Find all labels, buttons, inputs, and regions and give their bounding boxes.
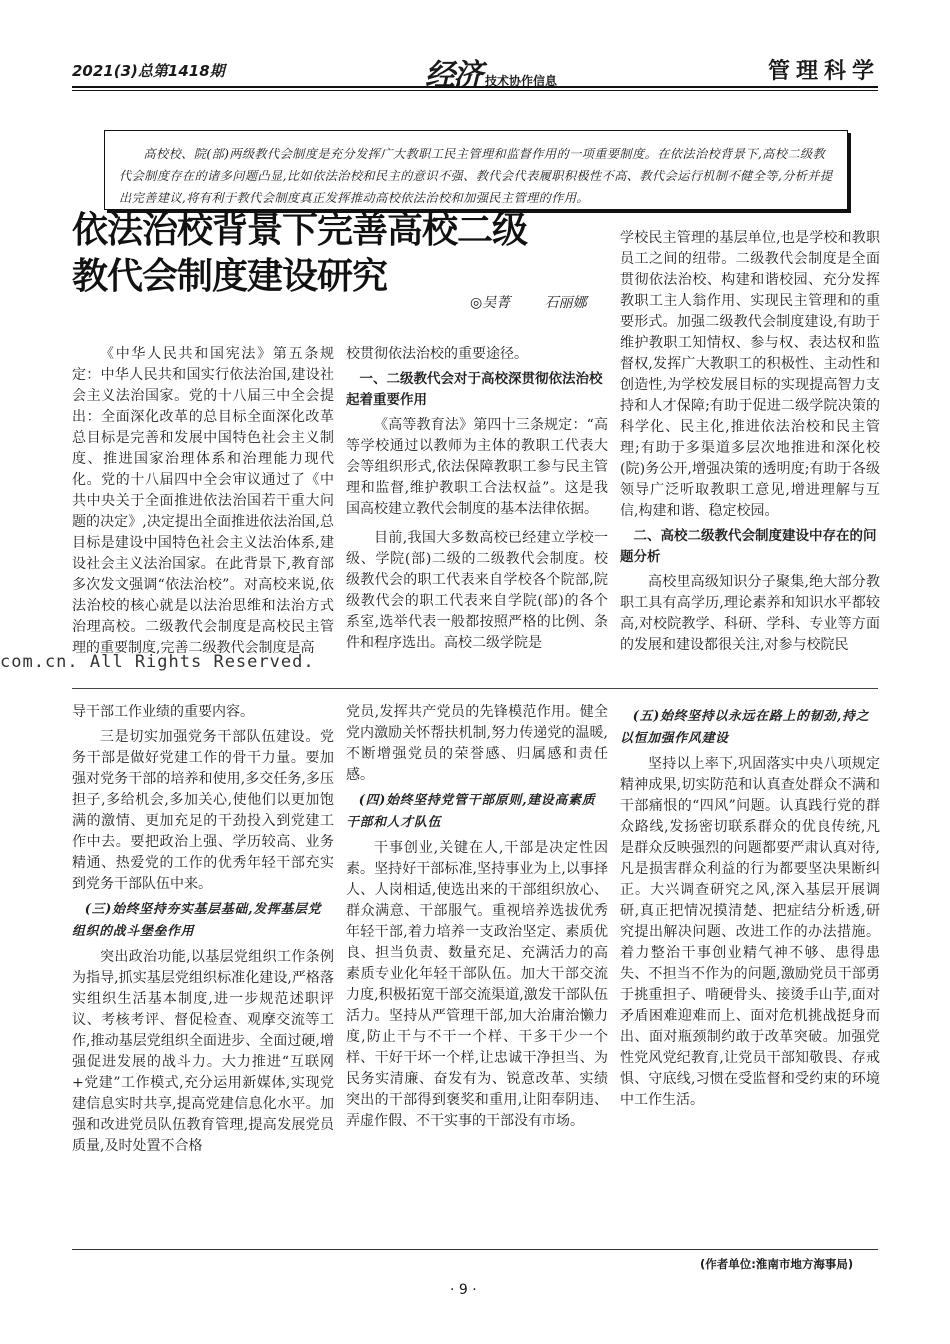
- paragraph: 导干部工作业绩的重要内容。: [72, 704, 254, 720]
- subsection-heading: (四)始终坚持党管干部原则,建设高素质干部和人才队伍: [346, 793, 596, 830]
- author-affiliation: (作者单位:淮南市地方海事局): [700, 1257, 854, 1271]
- title-line-1: 依法治校背景下完善高校二级: [72, 210, 528, 251]
- column-5: [346, 702, 608, 1132]
- copyright-watermark: com.cn. All Rights Reserved.: [0, 652, 315, 672]
- column-6: [620, 702, 880, 1111]
- paragraph: 学校民主管理的基层单位,也是学校和教职员工之间的纽带。二级教代会制度是全面贯彻依法治校、构建和谐校园、充分发挥教职工主人翁作用、实现民主管理和的重要形式。加强二级教代会制度建设,有助于维护教职工知情权、参与权、表达权和监督权,发挥广大教职工的积极性、主动性和创造性,为学校发展目标的实现提高智力支持和人才保障;有助于促进二级学院决策的科学化、民主化,推进依法治校和民主管理;有助于多渠道多层次地推进和深化校(院)务公开,增强决策的透明度;有助于各级领导广泛听取教职工意见,增进理解与互信,构建和谐、稳定校园。: [620, 230, 880, 519]
- paragraph: 三是切实加强党务干部队伍建设。党务干部是做好党建工作的骨干力量。要加强对党务干部的培养和使用,多交任务,多压担子,多给机会,多加关心,使他们以更加饱满的激情、更加充足的干劲投入到党建工作中去。要把政治上强、学历较高、业务精通、热爱党的工作的优秀年轻干部充实到党务干部队伍中来。: [72, 729, 334, 892]
- paragraph: 坚持以上率下,巩固落实中央八项规定精神成果,切实防范和认真查处群众不满和干部痛恨的“四风”问题。认真践行党的群众路线,发扬密切联系群众的优良传统,凡是群众反映强烈的问题都要严肃认真对待,凡是损害群众利益的行为都要坚决果断纠正。大兴调查研究之风,深入基层开展调研,真正把情况摸清楚、把症结分析透,研究提出解决问题、改进工作的办法措施。着力整治干事创业精气神不够、患得患失、不担当不作为的问题,激励党员干部勇于挑重担子、啃硬骨头、接烫手山芋,面对矛盾困难迎难而上、面对危机挑战挺身而出、面对瓶颈制约敢于改革突破。加强党性党风党纪教育,让党员干部知敬畏、存戒惧、守底线,习惯在受监督和受约束的环境中工作生活。: [620, 756, 880, 1108]
- issue-label: 2021(3)总第1418期: [72, 62, 225, 80]
- logo-main: 经济: [425, 58, 481, 93]
- column-4: [72, 702, 334, 1157]
- paragraph: 《中华人民共和国宪法》第五条规定：中华人民共和国实行依法治国,建设社会主义法治国家。党的十八届三中全会提出：全面深化改革的总目标全面深化改革总目标是完善和发展中国特色社会主义制度、推进国家治理体系和治理能力现代化。党的十八届四中全会审议通过了《中共中央关于全面推进依法治国若干重大问题的决定》,决定提出全面推进依法治国,总目标是建设中国特色社会主义法治体系,建设社会主义法治国家。在此背景下,教育部多次发文强调“依法治校”。对高校来说,依法治校的核心就是以法治思维和法治方式治理高校。二级教代会制度是高校民主管理的重要制度,完善二级教代会制度是高: [72, 346, 334, 656]
- column-1: [72, 344, 334, 659]
- column-3: [620, 228, 880, 656]
- header-rule: [72, 86, 878, 88]
- abstract-box: 高校校、院(部)两级教代会制度是充分发挥广大教职工民主管理和监督作用的一项重要制度。在依法治校背景下,高校二级教代会制度存在的诸多问题凸显,比如依法治校和民主的意识不强、教代会代表履职积极性不高、教代会运行机制不健全等,分析并提出完善建议,将有利于教代会制度真正发挥推动高校依法治校和加强民主管理的作用。: [104, 130, 848, 210]
- paragraph: 校贯彻依法治校的重要途径。: [346, 346, 528, 362]
- section-label: 管理科学: [768, 58, 881, 84]
- subsection-heading: (五)始终坚持以永远在路上的韧劲,持之以恒加强作风建设: [620, 709, 870, 746]
- section-heading: 一、二级教代会对于高校深贯彻依法治校起着重要作用: [346, 371, 603, 408]
- paragraph: 突出政治功能,以基层党组织工作条例为指导,抓实基层党组织标准化建设,严格落实组织生活基本制度,进一步规范述职评议、考核考评、督促检查、观摩交流等工作,推动基层党组织全面进步、全面过硬,增强促进发展的战斗力。大力推进“互联网+党建”工作模式,充分运用新媒体,实现党建信息实时共享,提高党建信息化水平。加强和改进党员队伍教育管理,提高发展党员质量,及时处置不合格: [72, 949, 334, 1154]
- paragraph: 高校里高级知识分子聚集,绝大部分教职工具有高学历,理论素养和知识水平都较高,对校院教学、科研、学科、专业等方面的发展和建设都很关注,对参与校院民: [620, 574, 880, 653]
- page-number: · 9 ·: [450, 1282, 477, 1298]
- section-divider: [72, 688, 878, 689]
- article-title: [72, 208, 612, 300]
- author-1: ◎吴菁: [470, 295, 511, 311]
- title-line-2: 教代会制度建设研究: [72, 256, 388, 297]
- paragraph: 干事创业,关键在人,干部是决定性因素。坚持好干部标准,坚持事业为上,以事择人、人岗相适,使选出来的干部组织放心、群众满意、干部服气。重视培养选拔优秀年轻干部,着力培养一支政治坚定、素质优良、担当负责、数量充足、充满活力的高素质专业化年轻干部队伍。加大干部交流力度,积极拓宽干部交流渠道,激发干部队伍活力。坚持从严管理干部,加大治庸治懒力度,防止干与不干一个样、干多干少一个样、干好干坏一个样,让忠诚干净担当、为民务实清廉、奋发有为、锐意改革、实绩突出的干部得到褒奖和重用,让阳奉阴违、弄虚作假、不干实事的干部没有市场。: [346, 840, 608, 1129]
- column-2: [346, 344, 608, 654]
- author-2: 石丽娜: [544, 295, 587, 311]
- header-rule-thin: [72, 90, 878, 91]
- authors: [470, 292, 617, 312]
- paragraph: 党员,发挥共产党员的先锋模范作用。健全党内激励关怀帮扶机制,努力传递党的温暖,不断增强党员的荣誉感、归属感和责任感。: [346, 704, 608, 783]
- logo-sub: 技术协作信息: [485, 74, 558, 88]
- section-heading: 二、高校二级教代会制度建设中存在的问题分析: [620, 528, 877, 565]
- subsection-heading: (三)始终坚持夯实基层基础,发挥基层党组织的战斗堡垒作用: [72, 902, 322, 939]
- paragraph: 《高等教育法》第四十三条规定：“高等学校通过以教师为主体的教职工代表大会等组织形式,依法保障教职工参与民主管理和监督,维护教职工合法权益”。这是我国高校建立教代会制度的基本法律依据。: [346, 417, 608, 517]
- footer-rule: [72, 1249, 878, 1250]
- paragraph: 目前,我国大多数高校已经建立学校一级、学院(部)二级的二级教代会制度。校级教代会的职工代表来自学校各个院部,院级教代会的职工代表来自学院(部)的各个系室,选举代表一般都按照严格的比例、条件和程序选出。高校二级学院是: [346, 530, 608, 651]
